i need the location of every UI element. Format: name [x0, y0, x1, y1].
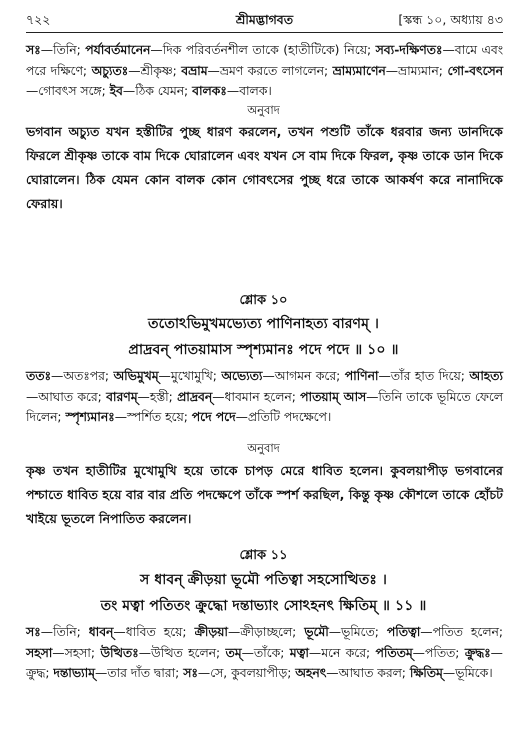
synonym-word: পতিত্বা	[386, 625, 421, 639]
synonym-meaning: সে, কুবলয়াপীড়	[210, 666, 288, 680]
synonym-word: পাণিনা	[344, 369, 379, 383]
verse-10-heading: শ্লোক ১০	[239, 293, 288, 308]
synonym-word: ক্রুদ্ধঃ	[464, 645, 491, 660]
synonym-word: তম্	[225, 645, 242, 660]
synonym-word: ততঃ	[26, 369, 52, 383]
synonyms-verse-11: সঃ—তিনি; ধাবন্—ধাবিত হয়ে; ক্রীড়য়া—ক্রীড়াচ্ছলে; ভূমৌ—ভূমিতে; পতিত্বা—পতিত হলেন; সহসা—সহসা; উত্থিতঃ—উত্থিত হলেন; তম্—তাঁকে; মত্বা—মনে করে; পতিতম্—পতিত; ক্রুদ্ধঃ—ক্রুদ্ধ; দন্তাভ্যাম্—তার দাঁত দ্বারা; সঃ—সে, কুবলয়াপীড়; অহনৎ—আঘাত করল; ক্ষিতিম্—ভূমিকে।	[26, 625, 503, 680]
synonym-word: ক্ষিতিম্	[409, 666, 443, 680]
synonym-meaning: ঠিক যেমন	[135, 84, 185, 98]
synonym-meaning: শ্রীকৃষ্ণ	[140, 63, 173, 78]
synonym-meaning: তার দাঁত দ্বারা	[107, 666, 176, 680]
synonym-meaning: মনে করে	[321, 645, 366, 660]
synonym-meaning: ধাবমান হলেন	[224, 389, 292, 404]
synonym-word: উত্থিতঃ	[100, 645, 139, 660]
synonym-meaning: প্রতিটি পদক্ষেপে।	[247, 410, 332, 424]
synonym-meaning: আঘাত করে	[38, 389, 98, 404]
synonym-meaning: তিনি	[52, 43, 77, 57]
synonym-word: অভ্যেত্য	[221, 369, 263, 383]
synonym-meaning: তিনি তাকে ভূমিতে ফেলে দিলেন	[26, 389, 503, 424]
synonym-word: ধাবন্	[88, 625, 114, 639]
synonym-word: পর্যাবর্তমানেন	[85, 43, 151, 57]
section-reference: [স্কন্ধ ১০, অধ্যায় ৪৩	[398, 12, 503, 27]
synonym-meaning: আঘাত করল	[338, 666, 402, 680]
synonym-word: দন্তাভ্যাম্	[53, 666, 95, 680]
page-header	[26, 10, 503, 32]
synonym-word: স্পৃশ্যমানঃ	[65, 410, 115, 424]
synonym-meaning: বামে এবং পরে দক্ষিণে	[26, 43, 503, 78]
header-rule	[26, 32, 503, 33]
synonym-word: আহত্য	[469, 369, 503, 383]
synonym-word: পাতয়াম্ আস	[300, 389, 367, 404]
synonym-meaning: দিক পরিবর্তনশীল তাকে (হাতীটিকে) নিয়ে	[162, 43, 367, 57]
book-title: শ্রীমদ্ভাগবত	[235, 12, 294, 27]
synonym-word: পদে পদে	[191, 410, 236, 424]
synonym-word: ভ্রাম্যমাণেন	[332, 63, 386, 78]
synonym-meaning: পতিত হলেন	[432, 625, 499, 639]
synonyms-verse-10: ততঃ—অতঃপর; অভিমুখম্—মুখোমুখি; অভ্যেত্য—আগমন করে; পাণিনা—তাঁর হাত দিয়ে; আহত্য—আঘাত করে; বারণম্—হস্তী; প্রাদ্রবন্—ধাবমান হলেন; পাতয়াম্ আস—তিনি তাকে ভূমিতে ফেলে দিলেন; স্পৃশ্যমানঃ—স্পর্শিত হয়ে; পদে পদে—প্রতিটি পদক্ষেপে।	[26, 369, 503, 424]
synonym-meaning: তাঁকে	[253, 645, 281, 660]
translation-label-9: অনুবাদ	[247, 103, 280, 117]
verse-11-line-1: স ধাবন্ ক্রীড়য়া ভূমৌ পতিত্বা সহসোত্থিতঃ ।	[140, 572, 387, 588]
synonym-word: বভ্রাম	[181, 63, 208, 78]
synonym-meaning: গোবৎস সঙ্গে	[38, 84, 102, 98]
synonym-meaning: আগমন করে	[274, 369, 337, 383]
synonym-word: সব্য-দক্ষিণতঃ	[375, 43, 443, 57]
synonym-meaning: ক্রীড়াচ্ছলে	[240, 625, 293, 639]
synonym-meaning: উত্থিত হলেন	[150, 645, 217, 660]
synonym-meaning: তাঁর হাত দিয়ে	[390, 369, 461, 383]
synonym-word: ক্রীড়য়া	[194, 625, 228, 639]
translation-block-9: ভগবান অচ্যুত যখন হস্তীটির পুচ্ছ ধারণ করলেন, তখন পশুটি তাঁকে ধরবার জন্য ডানদিকে ফিরলে শ্রীকৃষ্ণ তাকে বাম দিকে ঘোরালেন এবং যখন সে বাম দিকে ফিরল, কৃষ্ণ তাকে ডান দিকে ঘোরালেন। ঠিক যেমন কোন বালক কোন গোবৎসের পুচ্ছ ধরে তাকে আকর্ষণ করে নানাদিকে ফেরায়।	[26, 124, 503, 211]
synonym-word: প্রাদ্রবন্	[177, 389, 213, 404]
synonym-word: বারণম্	[106, 389, 138, 404]
verse-11-heading: শ্লোক ১১	[239, 548, 288, 563]
translation-label-10: অনুবাদ	[247, 441, 280, 455]
synonym-meaning: ভূমিতে	[341, 625, 375, 639]
synonym-meaning: হস্তী	[149, 389, 169, 404]
synonym-word: সঃ	[26, 43, 41, 57]
synonym-word: সহসা	[26, 645, 53, 660]
synonym-meaning: অতঃপর	[63, 369, 105, 383]
synonym-word: অভিমুখম্	[113, 369, 159, 383]
synonyms-block-9: সঃ—তিনি; পর্যাবর্তমানেন—দিক পরিবর্তনশীল তাকে (হাতীটিকে) নিয়ে; সব্য-দক্ষিণতঃ—বামে এবং পরে দক্ষিণে; অচ্যুতঃ—শ্রীকৃষ্ণ; বভ্রাম—ভ্রমণ করতে লাগলেন; ভ্রাম্যমাণেন—ভ্রাম্যমান; গো-বৎসেন—গোবৎস সঙ্গে; ইব—ঠিক যেমন; বালকঃ—বালক।	[26, 43, 503, 98]
synonym-meaning: ভ্রমণ করতে লাগলেন	[219, 63, 324, 78]
synonym-word: পতিতম্	[375, 645, 413, 660]
synonym-meaning: স্পর্শিত হয়ে	[127, 410, 184, 424]
synonym-meaning: ভ্রাম্যমান	[398, 63, 439, 78]
synonym-meaning: ধাবিত হয়ে	[125, 625, 183, 639]
verse-10-line-1: ততোঽভিমুখমভ্যেত্য পাণিনাহত্য বারণম্ ।	[147, 316, 379, 332]
synonym-word: অচ্যুতঃ	[91, 63, 129, 78]
synonym-meaning: ভূমিকে।	[455, 666, 493, 680]
synonym-word: সঃ	[26, 625, 41, 639]
verse-11-line-2: তং মত্বা পতিতং ক্রুদ্ধো দন্তাভ্যাং সোঽহনৎ ক্ষিতিম্ ॥ ১১ ॥	[100, 598, 427, 614]
translation-verse-10: কৃষ্ণ তখন হাতীটির মুখোমুখি হয়ে তাকে চাপড় মেরে ধাবিত হলেন। কুবলয়াপীড় ভগবানের পশ্চাতে ধাবিত হয়ে বার বার প্রতি পদক্ষেপে তাঁকে স্পর্শ করছিল, কিন্তু কৃষ্ণ কৌশলে তাকে হোঁচট খাইয়ে ভূতলে নিপাতিত করলেন।	[26, 463, 503, 526]
synonym-meaning: তিনি	[52, 625, 77, 639]
verse-10-line-2: প্রাদ্রবন্ পাতয়ামাস স্পৃশ্যমানঃ পদে পদে ॥ ১০ ॥	[128, 342, 399, 358]
synonym-word: ইব	[109, 84, 123, 98]
synonym-word: বালকঃ	[192, 84, 227, 98]
synonym-meaning: বালক।	[239, 84, 272, 98]
synonym-meaning: মুখোমুখি	[170, 369, 213, 383]
synonym-meaning: পতিত	[424, 645, 456, 660]
synonym-word: গো-বৎসেন	[447, 63, 503, 78]
synonym-word: অহনৎ	[295, 666, 327, 680]
synonym-meaning: ক্রুদ্ধ	[26, 666, 46, 680]
synonym-meaning: সহসা	[64, 645, 91, 660]
synonym-word: সঃ	[183, 666, 198, 680]
page-number: ৭২২	[26, 12, 51, 27]
synonym-word: ভূমৌ	[304, 625, 329, 639]
synonym-word: মত্বা	[289, 645, 309, 660]
